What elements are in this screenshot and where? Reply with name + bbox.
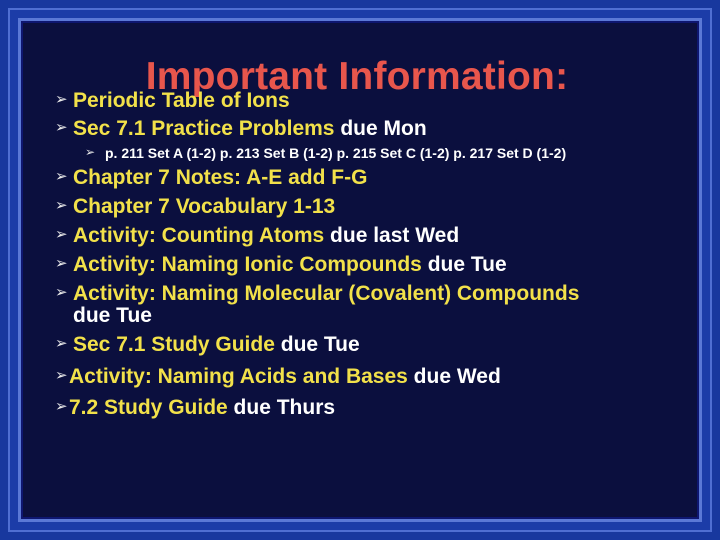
arrow-bullet-icon: ➢ — [55, 284, 68, 301]
slide-title: Important Information: — [145, 55, 569, 98]
arrow-bullet-icon: ➢ — [55, 168, 68, 185]
item-due: due Tue — [274, 333, 360, 356]
item-text: Periodic Table of Ions — [73, 89, 290, 112]
item-text: Activity: Naming Ionic Compounds — [73, 253, 422, 276]
arrow-bullet-icon: ➢ — [55, 398, 68, 415]
item-due: due Thurs — [227, 396, 336, 419]
list-item — [73, 117, 427, 141]
item-text: Sec 7.1 Study Guide — [73, 333, 275, 356]
arrow-bullet-icon: ➢ — [55, 255, 68, 272]
item-due: due last Wed — [324, 224, 460, 247]
arrow-bullet-icon: ➢ — [55, 197, 68, 214]
item-due: due Mon — [334, 117, 427, 140]
list-item — [73, 282, 579, 306]
item-due: due Wed — [407, 365, 501, 388]
arrow-bullet-icon: ➢ — [55, 367, 68, 384]
sub-item-text: p. 211 Set A (1-2) p. 213 Set B (1-2) p. 215 Set C (1-2) p. 217 Set D (1-2) — [105, 145, 567, 161]
item-text: Sec 7.1 Practice Problems — [73, 117, 335, 140]
list-item — [73, 195, 335, 219]
item-due: due Tue — [421, 253, 507, 276]
item-text: Activity: Counting Atoms — [73, 224, 325, 247]
list-item — [73, 166, 367, 190]
slide-content-area — [18, 18, 702, 522]
item-text: Activity: Naming Acids and Bases — [69, 365, 408, 388]
item-text: Chapter 7 Notes: A-E add F-G — [73, 166, 368, 189]
arrow-bullet-icon: ➢ — [85, 145, 96, 159]
arrow-bullet-icon: ➢ — [55, 91, 68, 108]
item-text: Chapter 7 Vocabulary 1-13 — [73, 195, 336, 218]
arrow-bullet-icon: ➢ — [55, 335, 68, 352]
list-item — [73, 253, 507, 277]
list-item — [73, 333, 360, 357]
list-item — [69, 396, 335, 420]
list-item — [73, 224, 459, 248]
arrow-bullet-icon: ➢ — [55, 119, 68, 136]
item-text: 7.2 Study Guide — [69, 396, 228, 419]
list-item-continuation — [73, 304, 152, 328]
item-text: Activity: Naming Molecular (Covalent) Compounds — [73, 282, 580, 305]
arrow-bullet-icon: ➢ — [55, 226, 68, 243]
list-item — [73, 89, 290, 113]
list-item — [69, 365, 501, 389]
item-due: due Tue — [73, 304, 152, 327]
